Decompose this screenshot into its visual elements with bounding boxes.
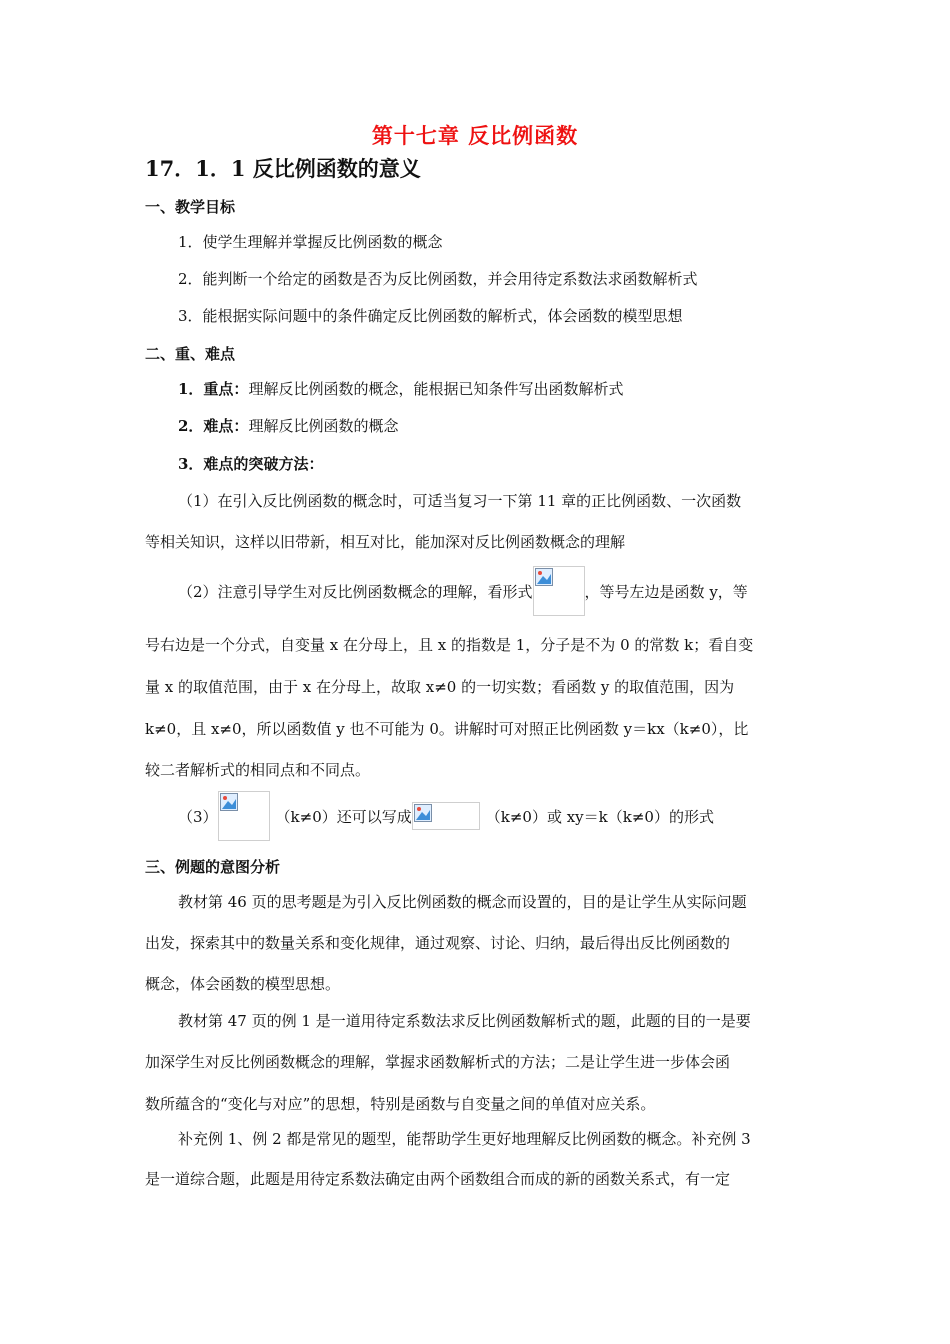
- paragraph-text: （2）注意引导学生对反比例函数概念的理解，看形式: [178, 582, 533, 601]
- paragraph-line: 教材第 46 页的思考题是为引入反比例函数的概念而设置的，目的是让学生从实际问题: [178, 893, 747, 911]
- paragraph-text: ，等号左边是函数 y，等: [584, 582, 748, 601]
- formula-image-placeholder: [218, 791, 270, 841]
- paragraph-line-with-formulas: [178, 791, 714, 841]
- paragraph-line: 等相关知识，这样以旧带新，相互对比，能加深对反比例函数概念的理解: [145, 533, 626, 551]
- paragraph-line: k≠0，且 x≠0，所以函数值 y 也不可能为 0。讲解时可对照正比例函数 y＝kx（k≠0），比: [145, 720, 749, 738]
- heading-key-points: 二、重、难点: [145, 345, 236, 363]
- heading-example-analysis: 三、例题的意图分析: [145, 858, 281, 876]
- method-heading: 3．难点的突破方法：: [178, 455, 324, 473]
- difficult-point: [178, 415, 398, 436]
- goal-item: 3．能根据实际问题中的条件确定反比例函数的解析式，体会函数的模型思想: [178, 307, 683, 325]
- paragraph-text: （k≠0）或 xy＝k（k≠0）的形式: [485, 807, 714, 826]
- chapter-title: 第十七章 反比例函数: [371, 123, 579, 148]
- paragraph-line: 教材第 47 页的例 1 是一道用待定系数法求反比例函数解析式的题，此题的目的一是要: [178, 1012, 751, 1030]
- paragraph-line: 出发，探索其中的数量关系和变化规律，通过观察、讨论、归纳，最后得出反比例函数的: [145, 934, 731, 952]
- key-point: [178, 378, 623, 399]
- paragraph-line-with-formula: [178, 566, 748, 616]
- heading-teaching-goals: 一、教学目标: [145, 198, 236, 216]
- broken-image-icon: [535, 568, 553, 586]
- broken-image-icon: [414, 804, 432, 822]
- paragraph-line: 加深学生对反比例函数概念的理解，掌握求函数解析式的方法；二是让学生进一步体会函: [145, 1053, 731, 1071]
- paragraph-text: （3）: [178, 807, 218, 826]
- formula-image-placeholder: [412, 802, 480, 830]
- paragraph-line: （1）在引入反比例函数的概念时，可适当复习一下第 11 章的正比例函数、一次函数: [178, 492, 742, 510]
- difficult-point-label: 2．难点：: [178, 417, 249, 435]
- paragraph-line: 号右边是一个分式，自变量 x 在分母上，且 x 的指数是 1，分子是不为 0 的常数 k；看自变: [145, 636, 754, 654]
- paragraph-line: 补充例 1、例 2 都是常见的题型，能帮助学生更好地理解反比例函数的概念。补充例 3: [178, 1130, 751, 1148]
- paragraph-line: 较二者解析式的相同点和不同点。: [145, 761, 371, 779]
- paragraph-line: 是一道综合题，此题是用待定系数法确定由两个函数组合而成的新的函数关系式，有一定: [145, 1170, 731, 1188]
- difficult-point-text: 理解反比例函数的概念: [248, 417, 399, 435]
- goal-item: 1．使学生理解并掌握反比例函数的概念: [178, 233, 443, 251]
- key-point-label: 1．重点：: [178, 380, 249, 398]
- paragraph-text: （k≠0）还可以写成: [275, 807, 412, 826]
- goal-item: 2．能判断一个给定的函数是否为反比例函数，并会用待定系数法求函数解析式: [178, 270, 698, 288]
- paragraph-line: 量 x 的取值范围，由于 x 在分母上，故取 x≠0 的一切实数；看函数 y 的取值范围，因为: [145, 678, 735, 696]
- key-point-text: 理解反比例函数的概念，能根据已知条件写出函数解析式: [248, 380, 624, 398]
- formula-image-placeholder: [533, 566, 585, 616]
- paragraph-line: 概念，体会函数的模型思想。: [145, 975, 341, 993]
- paragraph-line: 数所蕴含的“变化与对应”的思想，特别是函数与自变量之间的单值对应关系。: [145, 1095, 656, 1113]
- broken-image-icon: [220, 793, 238, 811]
- section-title: 17．1．1 反比例函数的意义: [145, 156, 421, 181]
